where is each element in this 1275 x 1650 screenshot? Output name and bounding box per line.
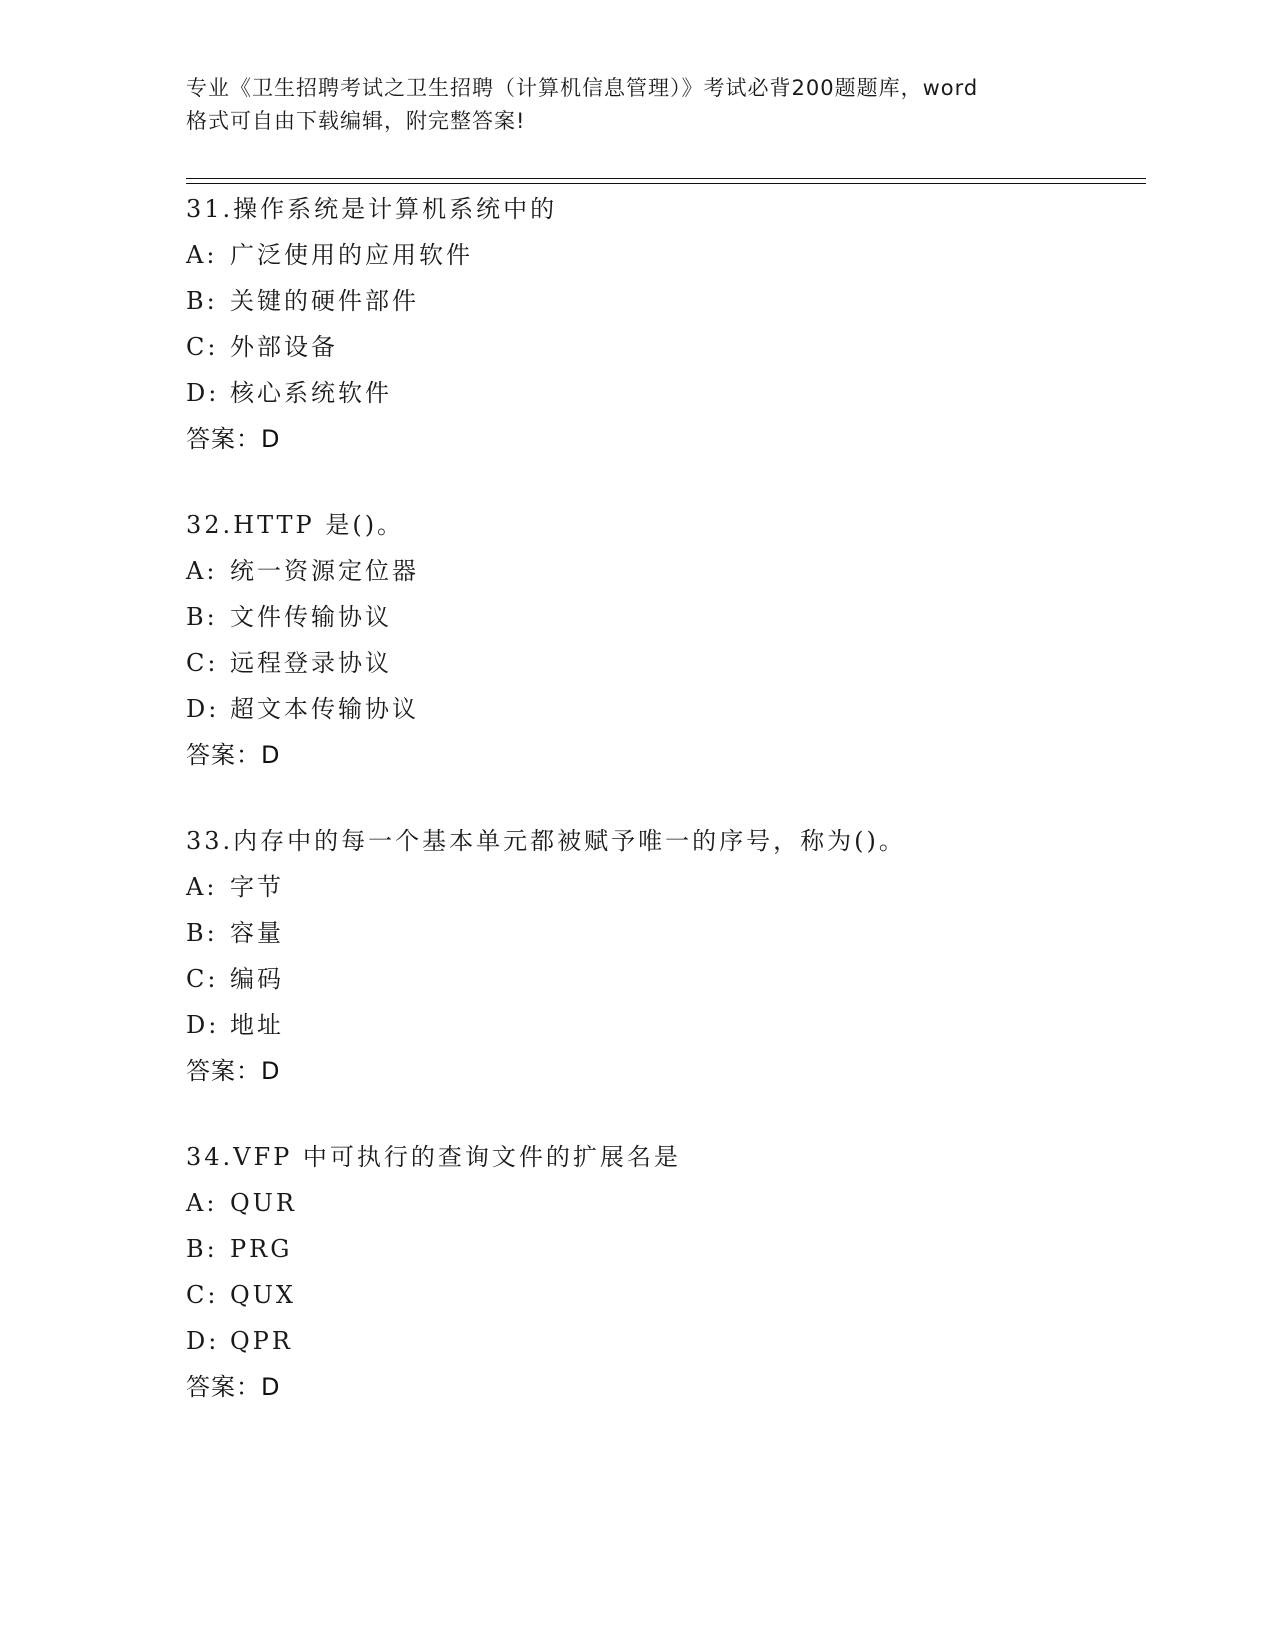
answer-line: 答案：D bbox=[186, 425, 281, 453]
option-label: D: bbox=[186, 1011, 220, 1039]
option-text: 远程登录协议 bbox=[230, 649, 392, 677]
option-text: 外部设备 bbox=[230, 333, 338, 361]
option-label: A: bbox=[186, 1189, 218, 1217]
option-d bbox=[186, 1002, 1146, 1048]
question-34 bbox=[186, 1134, 1146, 1410]
option-text: 核心系统软件 bbox=[230, 379, 392, 407]
option-label: A: bbox=[186, 557, 218, 585]
option-text: 字节 bbox=[230, 873, 284, 901]
header-line-1: 专业《卫生招聘考试之卫生招聘（计算机信息管理）》考试必背200题题库，word bbox=[186, 76, 979, 100]
option-label: B: bbox=[186, 287, 218, 315]
question-33 bbox=[186, 818, 1146, 1094]
question-stem: 31.操作系统是计算机系统中的 bbox=[186, 195, 558, 223]
option-d bbox=[186, 370, 1146, 416]
answer-line: 答案：D bbox=[186, 1373, 281, 1401]
option-label: C: bbox=[186, 965, 219, 993]
document-header bbox=[186, 72, 1086, 138]
option-b bbox=[186, 278, 1146, 324]
option-text: QUR bbox=[230, 1189, 297, 1217]
option-text: 容量 bbox=[230, 919, 284, 947]
option-label: D: bbox=[186, 695, 220, 723]
option-label: A: bbox=[186, 241, 218, 269]
option-label: C: bbox=[186, 649, 219, 677]
header-divider-top bbox=[186, 178, 1146, 179]
option-c bbox=[186, 640, 1146, 686]
option-text: QUX bbox=[230, 1281, 296, 1309]
question-stem: 33.内存中的每一个基本单元都被赋予唯一的序号，称为()。 bbox=[186, 827, 906, 855]
option-text: 文件传输协议 bbox=[230, 603, 392, 631]
option-b bbox=[186, 910, 1146, 956]
option-text: 统一资源定位器 bbox=[230, 557, 419, 585]
option-a bbox=[186, 232, 1146, 278]
question-stem: 34.VFP 中可执行的查询文件的扩展名是 bbox=[186, 1143, 681, 1171]
question-31 bbox=[186, 186, 1146, 462]
option-text: 地址 bbox=[230, 1011, 284, 1039]
option-text: QPR bbox=[230, 1327, 293, 1355]
option-d bbox=[186, 1318, 1146, 1364]
option-text: 超文本传输协议 bbox=[230, 695, 419, 723]
option-b bbox=[186, 1226, 1146, 1272]
option-label: B: bbox=[186, 603, 218, 631]
option-label: A: bbox=[186, 873, 218, 901]
option-c bbox=[186, 956, 1146, 1002]
option-label: C: bbox=[186, 1281, 219, 1309]
answer-line: 答案：D bbox=[186, 741, 281, 769]
option-text: 编码 bbox=[230, 965, 284, 993]
option-a bbox=[186, 1180, 1146, 1226]
option-a bbox=[186, 864, 1146, 910]
option-label: D: bbox=[186, 379, 220, 407]
option-c bbox=[186, 324, 1146, 370]
option-d bbox=[186, 686, 1146, 732]
option-label: D: bbox=[186, 1327, 220, 1355]
header-line-2: 格式可自由下载编辑，附完整答案! bbox=[186, 109, 526, 133]
option-label: C: bbox=[186, 333, 219, 361]
option-label: B: bbox=[186, 919, 218, 947]
option-b bbox=[186, 594, 1146, 640]
header-divider-bottom bbox=[186, 183, 1146, 184]
question-stem: 32.HTTP 是()。 bbox=[186, 511, 405, 539]
option-text: PRG bbox=[230, 1235, 293, 1263]
option-text: 关键的硬件部件 bbox=[230, 287, 419, 315]
option-a bbox=[186, 548, 1146, 594]
option-c bbox=[186, 1272, 1146, 1318]
answer-line: 答案：D bbox=[186, 1057, 281, 1085]
option-text: 广泛使用的应用软件 bbox=[230, 241, 473, 269]
option-label: B: bbox=[186, 1235, 218, 1263]
question-32 bbox=[186, 502, 1146, 778]
